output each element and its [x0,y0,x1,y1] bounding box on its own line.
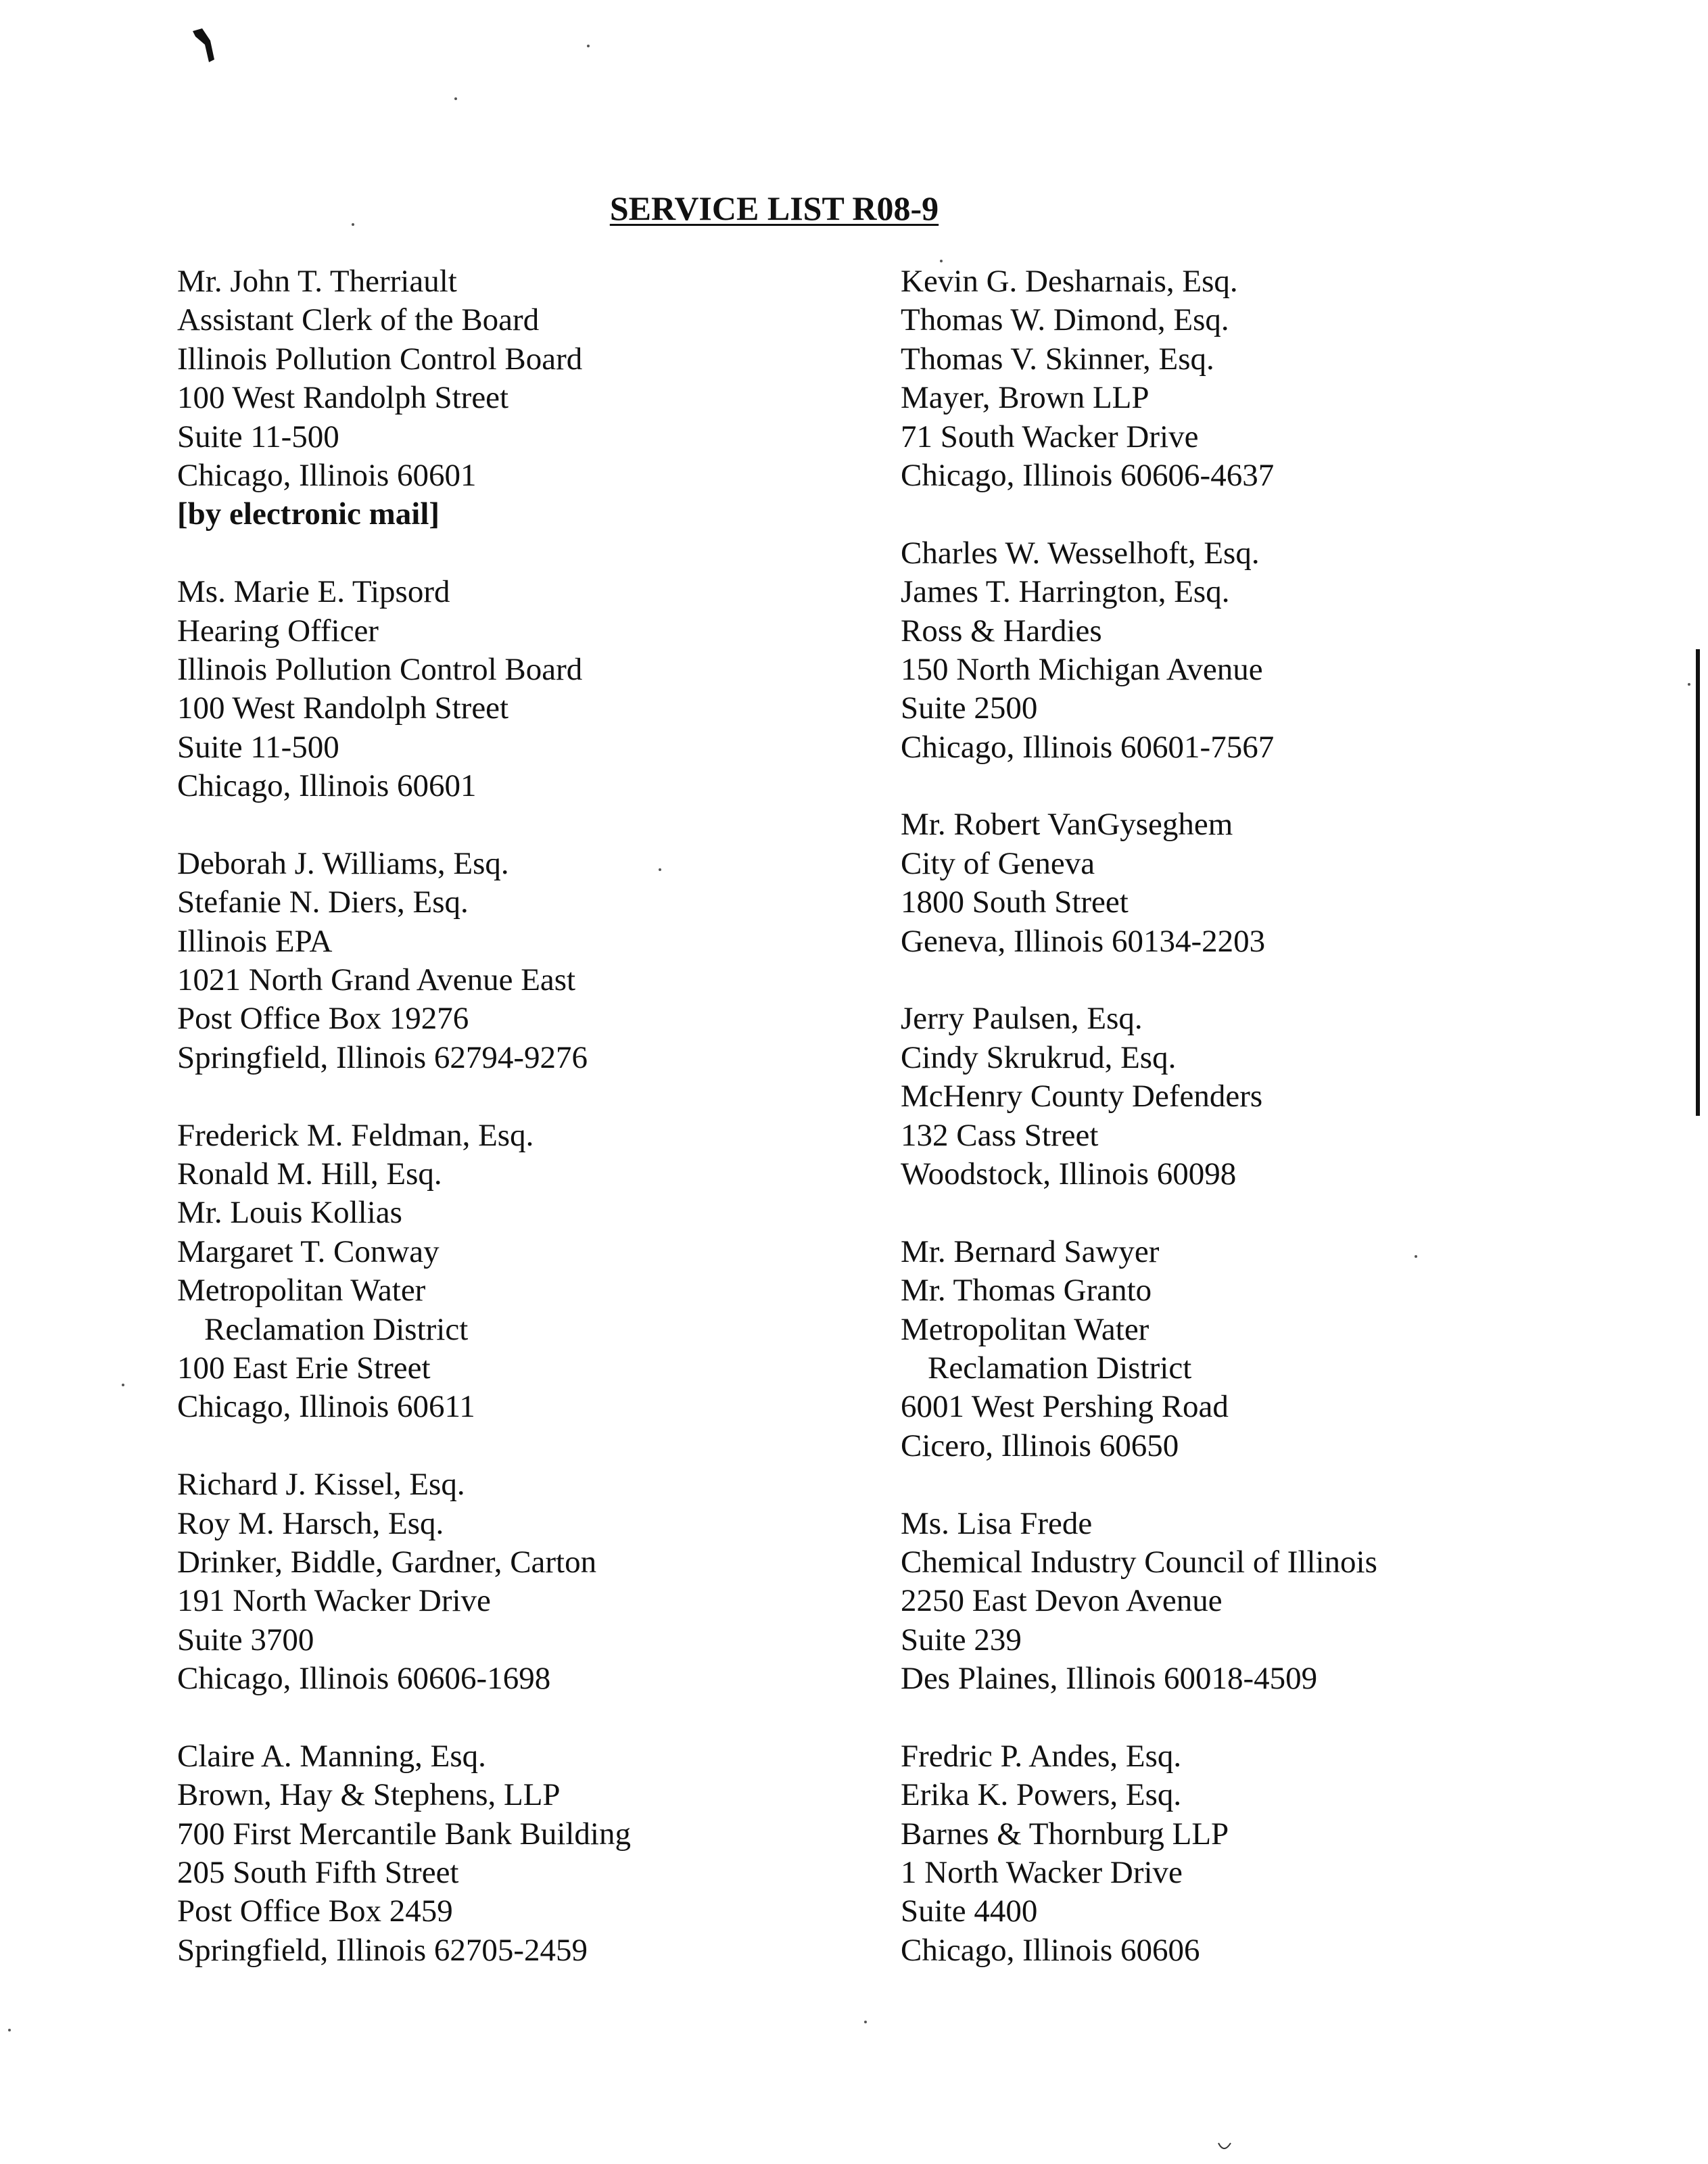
entry-gap [901,961,1644,999]
entry-line: Barnes & Thornburg LLP [901,1816,1229,1852]
entry-line: 2250 East Devon Avenue [901,1583,1223,1619]
entry-line: 100 West Randolph Street [177,690,509,726]
service-entry [901,1737,1644,1970]
entry-line: James T. Harrington, Esq. [901,574,1230,610]
entry-line: Geneva, Illinois 60134-2203 [901,923,1266,959]
scan-footmark-icon [1217,2140,1232,2154]
entry-gap [177,1077,921,1116]
entry-gap [901,1465,1644,1504]
scan-speck [587,45,590,47]
entry-line: Illinois Pollution Control Board [177,341,583,377]
entry-line: 71 South Wacker Drive [901,419,1199,454]
service-entry [177,1465,921,1698]
entry-line: Illinois Pollution Control Board [177,651,583,687]
page-title: SERVICE LIST R08-9 [609,189,939,227]
entry-line: 6001 West Pershing Road [901,1389,1229,1425]
entry-line: Suite 2500 [901,690,1038,726]
entry-line: Kevin G. Desharnais, Esq. [901,264,1238,299]
entry-line: Suite 3700 [177,1622,314,1657]
service-entry [901,1505,1644,1699]
entry-line: Charles W. Wesselhoft, Esq. [901,535,1260,571]
entry-line: Metropolitan Water [901,1311,1149,1347]
entry-line: Chicago, Illinois 60606-4637 [901,457,1275,493]
entry-line: Chicago, Illinois 60601 [177,768,477,804]
entry-line: Chicago, Illinois 60601-7567 [901,729,1275,765]
entry-line: 205 South Fifth Street [177,1855,459,1891]
entry-line: Chicago, Illinois 60606 [901,1932,1200,1968]
service-entry [177,1737,921,1970]
scan-speck [864,2021,867,2023]
scan-speck [454,97,457,100]
entry-line: McHenry County Defenders [901,1079,1263,1114]
entry-line: Chicago, Illinois 60601 [177,457,477,493]
entry-line: Mayer, Brown LLP [901,380,1149,416]
entry-line: Suite 4400 [901,1894,1038,1929]
entry-line: Springfield, Illinois 62705-2459 [177,1932,588,1968]
service-entry [901,805,1644,961]
entry-line: Mr. Bernard Sawyer [901,1233,1160,1269]
entry-line: Mr. Thomas Granto [901,1273,1152,1309]
scan-speck [1688,683,1690,686]
entry-line: Fredric P. Andes, Esq. [901,1738,1182,1774]
entry-line: Stefanie N. Diers, Esq. [177,885,469,920]
entry-line: Ross & Hardies [901,613,1102,649]
entry-gap [901,1698,1644,1737]
entry-line: Mr. Louis Kollias [177,1195,402,1231]
service-entry [177,1116,921,1427]
entry-line: Ronald M. Hill, Esq. [177,1156,442,1192]
entry-line: Roy M. Harsch, Esq. [177,1505,444,1541]
entry-line: Mr. John T. Therriault [177,264,457,299]
entry-line: Chicago, Illinois 60611 [177,1389,475,1425]
delivery-note: [by electronic mail] [177,496,440,532]
entry-line-indented: Reclamation District [204,1311,469,1347]
entry-line: Cicero, Illinois 60650 [901,1428,1179,1463]
entry-line: Thomas W. Dimond, Esq. [901,302,1229,338]
entry-line: Cindy Skrukrud, Esq. [901,1039,1177,1075]
entry-line: Erika K. Powers, Esq. [901,1777,1182,1813]
entry-line: Post Office Box 2459 [177,1894,453,1929]
entry-line: Woodstock, Illinois 60098 [901,1156,1237,1192]
entry-line: Suite 11-500 [177,729,339,765]
entry-line: Margaret T. Conway [177,1233,440,1269]
entry-gap [901,767,1644,805]
right-column [901,262,1644,1970]
entry-line: Hearing Officer [177,613,379,649]
service-entry [901,534,1644,767]
entry-line: 1800 South Street [901,885,1129,920]
entry-line: 150 North Michigan Avenue [901,651,1263,687]
entry-line: Thomas V. Skinner, Esq. [901,341,1214,377]
entry-gap [177,805,921,844]
entry-line: Suite 239 [901,1622,1022,1657]
entry-line: Chemical Industry Council of Illinois [901,1544,1377,1580]
entry-line: 700 First Mercantile Bank Building [177,1816,631,1852]
entry-gap [901,495,1644,534]
entry-line: Springfield, Illinois 62794-9276 [177,1039,588,1075]
scan-edge-rule [1696,649,1700,1116]
service-entry [177,262,921,534]
entry-line: Brown, Hay & Stephens, LLP [177,1777,561,1813]
entry-line: Frederick M. Feldman, Esq. [177,1117,534,1153]
entry-line: Suite 11-500 [177,419,339,454]
service-entry [177,845,921,1077]
entry-line: Assistant Clerk of the Board [177,302,540,338]
entry-line: Deborah J. Williams, Esq. [177,845,509,881]
entry-line: 132 Cass Street [901,1117,1099,1153]
entry-line: Jerry Paulsen, Esq. [901,1001,1143,1037]
entry-gap [177,534,921,573]
entry-line: Des Plaines, Illinois 60018-4509 [901,1661,1318,1697]
service-entry [901,262,1644,495]
scan-speck [8,2029,11,2031]
entry-line: Claire A. Manning, Esq. [177,1738,486,1774]
entry-line: Chicago, Illinois 60606-1698 [177,1661,551,1697]
entry-gap [901,1194,1644,1232]
service-entry [177,573,921,805]
entry-line: Ms. Marie E. Tipsord [177,574,450,610]
entry-line: Illinois EPA [177,923,333,959]
entry-line-indented: Reclamation District [928,1350,1192,1386]
entry-line: Post Office Box 19276 [177,1001,469,1037]
service-entry [901,999,1644,1194]
entry-line: 100 East Erie Street [177,1350,431,1386]
entry-line: 191 North Wacker Drive [177,1583,491,1619]
entry-line: Metropolitan Water [177,1273,426,1309]
entry-line: 1 North Wacker Drive [901,1855,1183,1891]
entry-gap [177,1427,921,1465]
entry-gap [177,1698,921,1737]
entry-line: 1021 North Grand Avenue East [177,962,576,998]
entry-line: Richard J. Kissel, Esq. [177,1467,465,1503]
entry-line: Drinker, Biddle, Gardner, Carton [177,1544,597,1580]
scan-mark-icon [191,27,218,68]
left-column [177,262,921,1970]
scan-speck [122,1384,124,1386]
service-entry [901,1233,1644,1465]
entry-line: 100 West Randolph Street [177,380,509,416]
entry-line: City of Geneva [901,845,1095,881]
entry-line: Mr. Robert VanGyseghem [901,807,1233,843]
entry-line: Ms. Lisa Frede [901,1505,1093,1541]
